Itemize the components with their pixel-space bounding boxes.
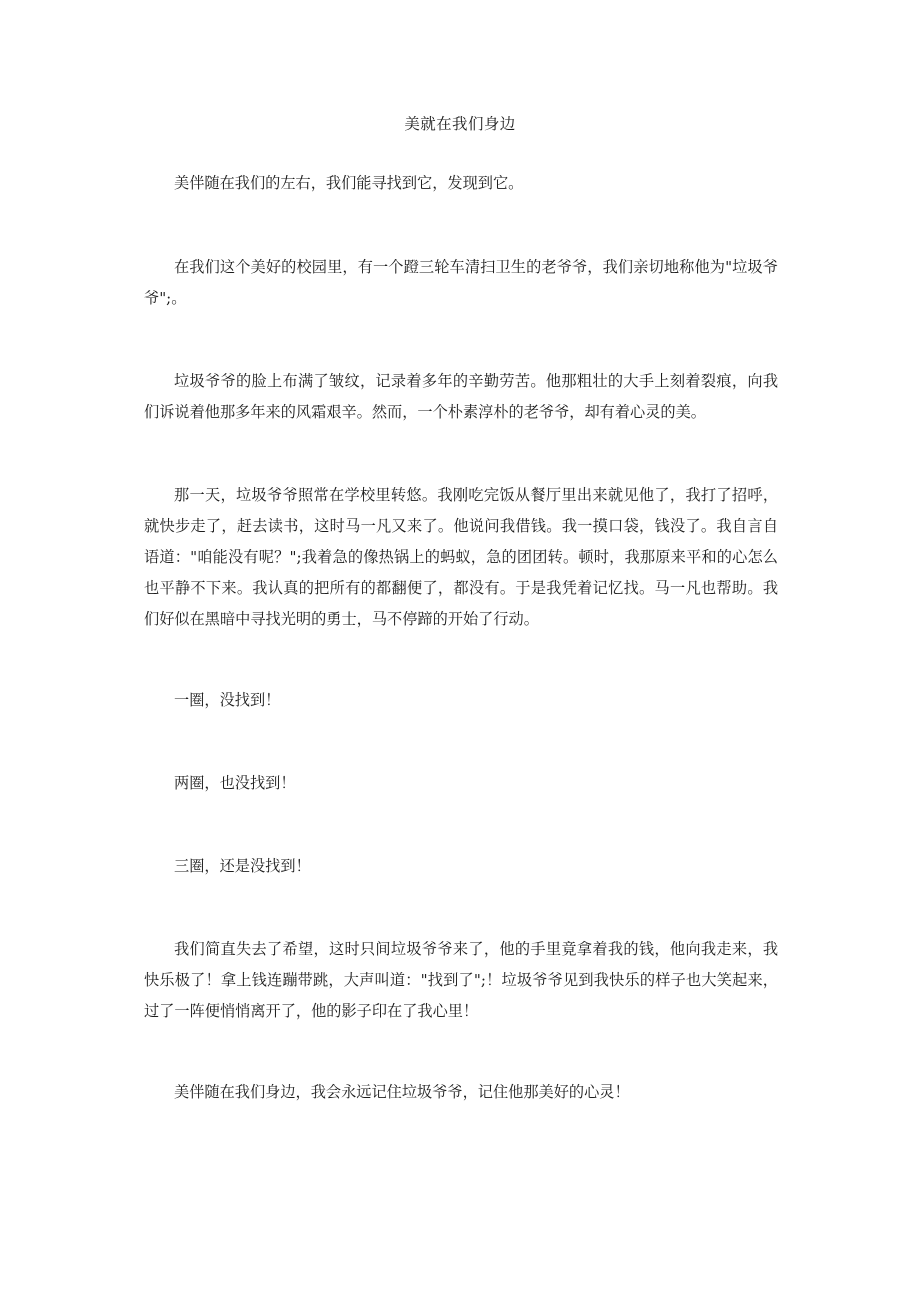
paragraph-1: 美伴随在我们的左右，我们能寻找到它，发现到它。 [174,174,524,192]
paragraph-5: 一圈，没找到！ [174,691,281,709]
document-body [144,168,778,1108]
paragraph-2: 在我们这个美好的校园里，有一个蹬三轮车清扫卫生的老爷爷，我们亲切地称他为"垃圾爷爷";。 [144,258,778,307]
page-title: 美就在我们身边 [404,115,516,133]
paragraph-3: 垃圾爷爷的脸上布满了皱纹，记录着多年的辛勤劳苦。他那粗壮的大手上刻着裂痕，向我们诉说着他那多年来的风霜艰辛。然而，一个朴素淳朴的老爷爷，却有着心灵的美。 [144,372,778,421]
paragraph-4: 那一天，垃圾爷爷照常在学校里转悠。我刚吃完饭从餐厅里出来就见他了，我打了招呼，就快步走了，赶去读书，这时马一凡又来了。他说问我借钱。我一摸口袋，钱没了。我自言自语道："咱能没有呢？";我着急的像热锅上的蚂蚁，急的团团转。顿时，我那原来平和的心怎么也平静不下来。我认真的把所有的都翻便了，都没有。于是我凭着记忆找。马一凡也帮助。我们好似在黑暗中寻找光明的勇士，马不停蹄的开始了行动。 [144,486,778,628]
paragraph-6: 两圈，也没找到！ [174,774,296,792]
paragraph-8: 我们简直失去了希望，这时只间垃圾爷爷来了，他的手里竟拿着我的钱，他向我走来，我快乐极了！拿上钱连蹦带跳，大声叫道："找到了";！垃圾爷爷见到我快乐的样子也大笑起来，过了一阵便悄悄离开了，他的影子印在了我心里！ [144,940,778,1020]
paragraph-9: 美伴随在我们身边，我会永远记住垃圾爷爷，记住他那美好的心灵！ [174,1083,630,1101]
paragraph-7: 三圈，还是没找到！ [174,857,311,875]
